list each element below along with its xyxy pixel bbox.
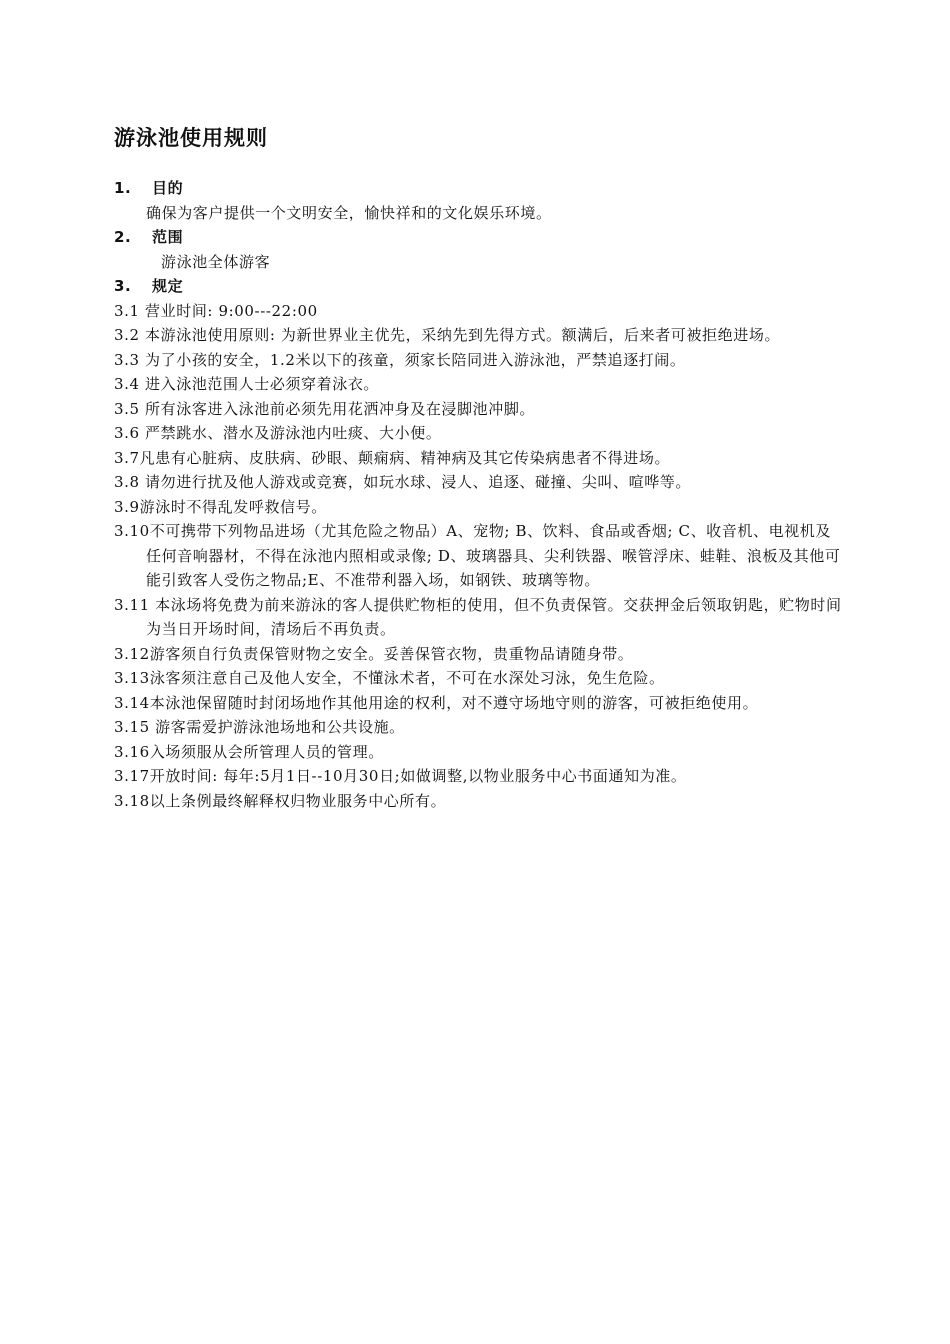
rule-item: 3.6 严禁跳水、潜水及游泳池内吐痰、大小便。 (114, 424, 442, 442)
section-heading-purpose (114, 176, 844, 201)
rule-item: 3.4 进入泳池范围人士必须穿着泳衣。 (114, 375, 380, 393)
section-number: 2. (114, 228, 132, 246)
rule-item: 3.1 营业时间: 9:00---22:00 (114, 301, 318, 320)
rule-item: 3.11 本泳场将免费为前来游泳的客人提供贮物柜的使用，但不负责保管。交获押金后领取钥匙，贮物时间为当日开场时间，清场后不再负责。 (114, 595, 842, 638)
rule-item: 3.9游泳时不得乱发呼救信号。 (114, 497, 327, 516)
rule-item: 3.3 为了小孩的安全，1.2米以下的孩童，须家长陪同进入游泳池，严禁追逐打闹。 (114, 350, 686, 369)
rule-item: 3.15 游客需爱护游泳池场地和公共设施。 (114, 718, 405, 736)
rule-item: 3.7凡患有心脏病、皮肤病、砂眼、颠痫病、精神病及其它传染病患者不得进场。 (114, 448, 671, 467)
section-title: 目的 (152, 179, 184, 197)
rule-item: 3.8 请勿进行扰及他人游戏或竞赛，如玩水球、浸人、追逐、碰撞、尖叫、喧哗等。 (114, 473, 692, 491)
rule-item: 3.5 所有泳客进入泳池前必须先用花洒冲身及在浸脚池冲脚。 (114, 399, 536, 418)
rule-item: 3.12游客须自行负责保管财物之安全。妥善保管衣物，贵重物品请随身带。 (114, 644, 634, 663)
rule-item: 3.10不可携带下列物品进场（尤其危险之物品）A、宠物; B、饮料、食品或香烟; C、收音机、电视机及任何音响器材，不得在泳池内照相或录像; D、玻璃器具、尖利铁器、喉管浮床、蛙鞋、浪板及其他可能引致客人受伤之物品;E、不准带利器入场，如钢铁、玻璃等物。 (114, 522, 841, 589)
section-title: 规定 (152, 277, 184, 295)
document-body (114, 176, 844, 813)
section-number: 3. (114, 277, 132, 295)
document-title: 游泳池使用规则 (114, 126, 268, 150)
section-heading-rules (114, 274, 844, 299)
section-body-purpose: 确保为客户提供一个文明安全，愉快祥和的文化娱乐环境。 (146, 203, 552, 222)
section-number: 1. (114, 179, 132, 197)
section-body-scope: 游泳池全体游客 (161, 252, 271, 271)
rule-item: 3.14本泳池保留随时封闭场地作其他用途的权利，对不遵守场地守则的游客，可被拒绝使用。 (114, 693, 759, 712)
rule-item: 3.16入场须服从会所管理人员的管理。 (114, 742, 384, 761)
rule-item: 3.13泳客须注意自己及他人安全，不懂泳术者，不可在水深处习泳，免生危险。 (114, 669, 665, 687)
rule-item: 3.17开放时间: 每年:5月1日--10月30日;如做调整,以物业服务中心书面通知为准。 (114, 767, 687, 785)
section-heading-scope (114, 225, 844, 250)
section-title: 范围 (152, 228, 184, 246)
rule-item: 3.18以上条例最终解释权归物业服务中心所有。 (114, 791, 447, 810)
rule-item: 3.2 本游泳池使用原则: 为新世界业主优先，采纳先到先得方式。额满后，后来者可被拒绝进场。 (114, 326, 781, 344)
